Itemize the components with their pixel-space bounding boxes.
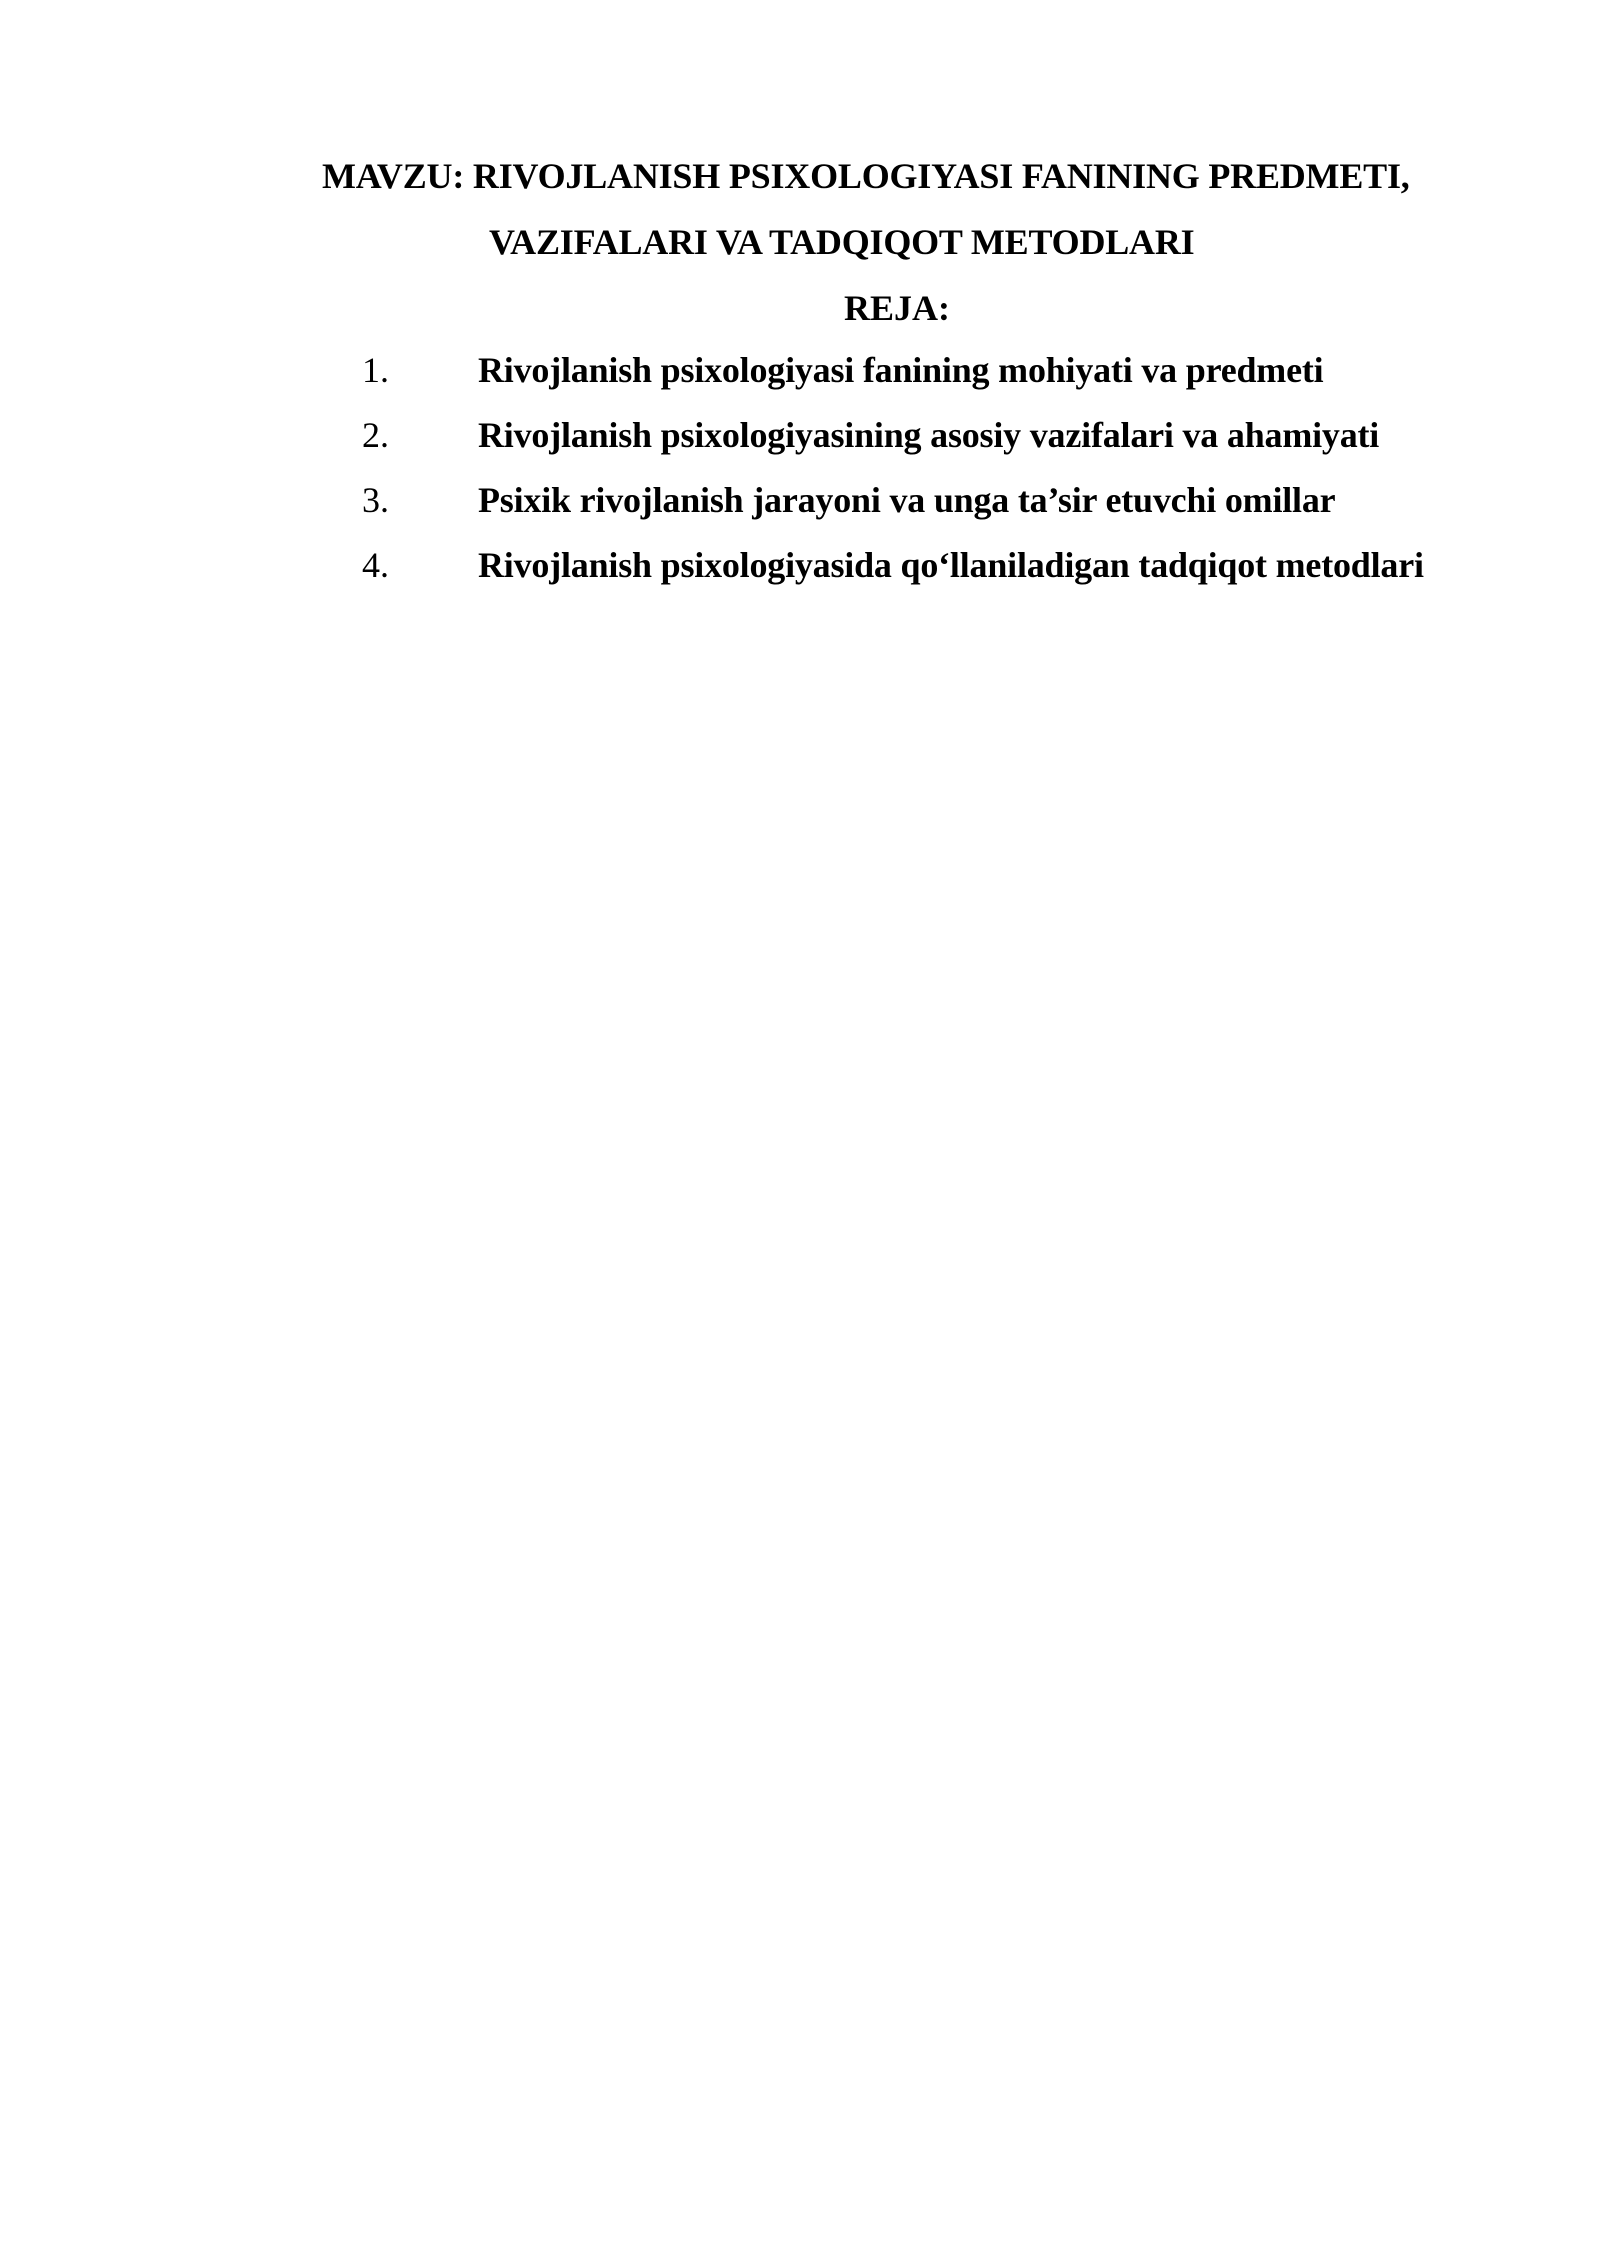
plan-item-number: 3. (362, 480, 389, 520)
plan-item-text: Rivojlanish psixologiyasi fanining mohiyati va predmeti (478, 350, 1324, 390)
plan-heading: REJA: (844, 288, 950, 328)
plan-item-text: Psixik rivojlanish jarayoni va unga ta’sir etuvchi omillar (478, 480, 1336, 520)
title-line-1: MAVZU: RIVOJLANISH PSIXOLOGIYASI FANINING PREDMETI, (322, 156, 1410, 196)
plan-list (362, 348, 1562, 608)
plan-item-1 (362, 348, 1562, 413)
plan-item-number: 1. (362, 350, 389, 390)
plan-item-number: 4. (362, 545, 389, 585)
plan-item-3 (362, 478, 1562, 543)
title-line-2: VAZIFALARI VA TADQIQOT METODLARI (489, 222, 1195, 262)
plan-item-text: Rivojlanish psixologiyasida qo‘llaniladigan tadqiqot metodlari (478, 545, 1424, 585)
plan-item-2 (362, 413, 1562, 478)
plan-item-number: 2. (362, 415, 389, 455)
plan-item-4 (362, 543, 1562, 608)
plan-item-text: Rivojlanish psixologiyasining asosiy vazifalari va ahamiyati (478, 415, 1380, 455)
